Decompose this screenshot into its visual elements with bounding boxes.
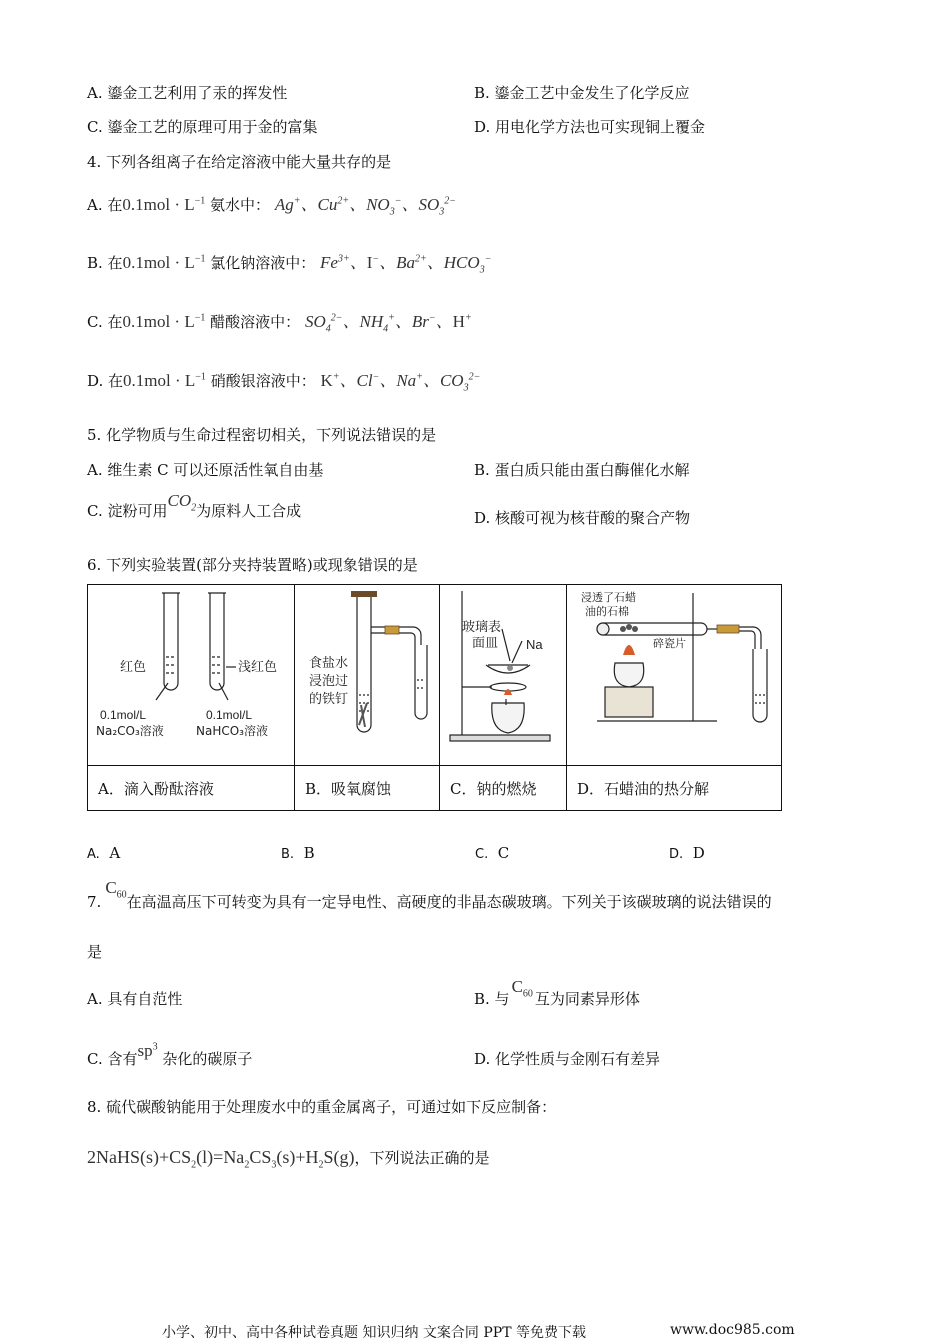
ion-list: $SO_4^{2-}$、$NH_4^+$、Br−、H+ <box>304 312 472 335</box>
footer-text: 小学、初中、高中各种试卷真题 知识归纳 文案合同 PPT 等免费下载 <box>162 1325 586 1341</box>
footer-url[interactable]: www.doc985.com <box>670 1322 795 1338</box>
q4-option-c: C. 在$0.1mol \cdot L^{-1}$ 醋酸溶液中： $SO_4^{2-}$、$NH_4^+$、Br−、H+ <box>87 312 472 335</box>
q4-option-d: D. 在$0.1mol \cdot L^{-1}$ 硝酸银溶液中： K+、Cl−、Na+、$CO_3^{2-}$ <box>87 371 481 394</box>
sol2-conc: 0.1mol/L <box>206 708 253 722</box>
sol1-name: Na₂CO₃溶液 <box>96 724 164 738</box>
sol2-name: NaHCO₃溶液 <box>196 724 268 738</box>
q3-option-d: D. 用电化学方法也可实现铜上覆金 <box>474 118 706 136</box>
q6-option-d: D. D <box>669 844 705 862</box>
q6-stem: 6. 下列实验装置(部分夹持装置略)或现象错误的是 <box>87 556 418 574</box>
concentration-formula: $0.1mol \cdot L^{-1}$ <box>123 371 206 390</box>
q5-stem: 5. 化学物质与生命过程密切相关，下列说法错误的是 <box>87 426 437 444</box>
q5-option-a: A. 维生素 C 可以还原活性氧自由基 <box>87 461 324 479</box>
oxygen-corrosion-figure <box>295 585 439 761</box>
cell-c-figure <box>440 585 567 766</box>
cell-d-figure <box>567 585 782 766</box>
q6-option-c: C. C <box>475 844 510 862</box>
q7-option-b: B. 与$C_{60}$ 互为同素异形体 <box>474 977 640 1008</box>
sodium-combustion-figure <box>440 585 566 761</box>
reaction-equation: $2NaHS(s)+CS_2(l)=Na_2CS_3(s)+H_2S(g)$ <box>87 1147 355 1171</box>
q4-stem: 4. 下列各组离子在给定溶液中能大量共存的是 <box>87 153 392 171</box>
concentration-formula: $0.1mol \cdot L^{-1}$ <box>122 195 206 214</box>
paraffin-cracking-figure <box>567 585 781 761</box>
q7-option-d: D. 化学性质与金刚石有差异 <box>474 1050 661 1068</box>
q8-stem: 8. 硫代碳酸钠能用于处理废水中的重金属离子，可通过如下反应制备： <box>87 1098 557 1116</box>
label-light-red: 浅红色 <box>238 660 278 675</box>
label-na: Na <box>526 637 543 652</box>
cell-b-figure <box>295 585 440 766</box>
sol1-conc: 0.1mol/L <box>100 708 147 722</box>
cell-c-caption: C．钠的燃烧 <box>440 766 567 811</box>
label-porcelain: 碎瓷片 <box>653 637 686 650</box>
q7-stem: $7.C_{60}$在高温高压下可转变为具有一定导电性、高硬度的非晶态碳玻璃。下列关于该碳玻璃的说法错误的 <box>87 878 772 911</box>
label-dish: 面皿 <box>472 636 499 651</box>
label-saltwater: 食盐水 <box>309 656 349 671</box>
cell-a-figure <box>88 585 295 766</box>
cell-a-caption: A．滴入酚酞溶液 <box>88 766 295 811</box>
q3-option-a: A. 鎏金工艺利用了汞的挥发性 <box>87 84 288 102</box>
concentration-formula: $0.1mol \cdot L^{-1}$ <box>122 312 206 331</box>
q7-option-a: A. 具有自范性 <box>87 990 183 1008</box>
label-soaked: 浸泡过 <box>309 674 349 689</box>
experiment-table <box>87 584 782 811</box>
label-iron-nail: 的铁钉 <box>309 692 349 707</box>
q6-option-a: A. A <box>87 844 121 862</box>
ion-list: K+、Cl−、Na+、$CO_3^{2-}$ <box>320 371 481 394</box>
q4-option-a: A. 在$0.1mol \cdot L^{-1}$ 氨水中： Ag+、$Cu^{2+}$、$NO_3^-$、$SO_3^{2-}$ <box>87 195 456 218</box>
q6-option-b: B. B <box>281 844 315 862</box>
concentration-formula: $0.1mol \cdot L^{-1}$ <box>122 253 206 272</box>
label-red: 红色 <box>120 660 147 675</box>
label-watch-glass: 玻璃表 <box>462 620 502 635</box>
q5-option-b: B. 蛋白质只能由蛋白酶催化水解 <box>474 461 690 479</box>
q5-option-c: C. 淀粉可用$CO_2$为原料人工合成 <box>87 491 302 520</box>
label-soaked-asbestos: 浸透了石蜡 <box>581 591 636 604</box>
ion-list: $Fe^{3+}$、I−、$Ba^{2+}$、$HCO_3^-$ <box>320 253 492 276</box>
q3-option-b: B. 鎏金工艺中金发生了化学反应 <box>474 84 690 102</box>
q5-option-d: D. 核酸可视为核苷酸的聚合产物 <box>474 509 691 527</box>
cell-b-caption: B．吸氧腐蚀 <box>295 766 440 811</box>
test-tubes-figure <box>88 585 294 761</box>
q7-stem-continued: 是 <box>87 943 103 961</box>
q7-option-c: C. 含有$sp^3$ 杂化的碳原子 <box>87 1041 253 1068</box>
cell-d-caption: D．石蜡油的热分解 <box>567 766 782 811</box>
ion-list: Ag+、$Cu^{2+}$、$NO_3^-$、$SO_3^{2-}$ <box>274 195 456 218</box>
q4-option-b: B. 在$0.1mol \cdot L^{-1}$ 氯化钠溶液中： $Fe^{3+}$、I−、$Ba^{2+}$、$HCO_3^-$ <box>87 253 492 276</box>
label-oil-asbestos: 油的石棉 <box>585 605 629 618</box>
q8-equation: $2NaHS(s)+CS_2(l)=Na_2CS_3(s)+H_2S(g)$，下列说法正确的是 <box>87 1147 490 1171</box>
q3-option-c: C. 鎏金工艺的原理可用于金的富集 <box>87 118 318 136</box>
